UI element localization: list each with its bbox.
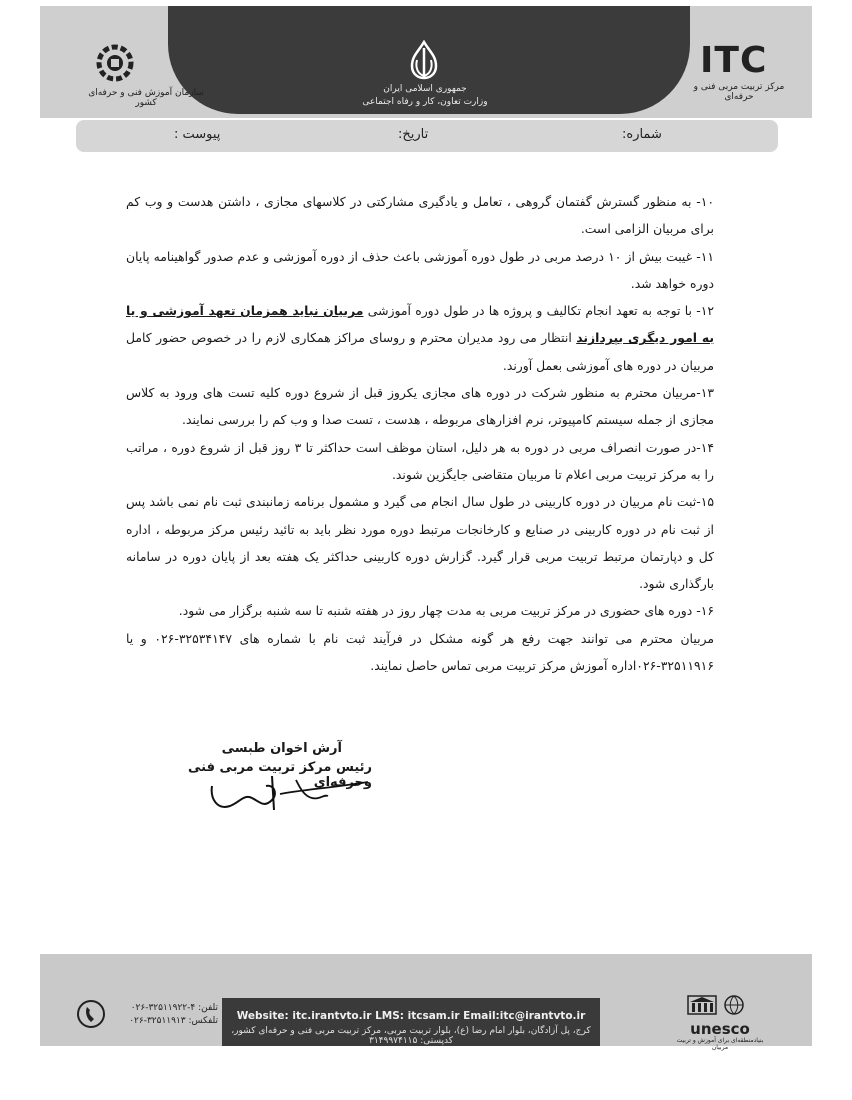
clause-11: ۱۱- غیبت بیش از ۱۰ درصد مربی در طول دوره آموزشی باعث حذف از دوره آموزشی و عدم صدور گواهینامه پایان دوره خواهد شد. xyxy=(126,248,715,291)
clause-12-emphasis: مربیان نباید همزمان تعهد آموزشی و یا به امور دیگری بپردازند xyxy=(126,303,714,346)
closing-paragraph: مربیان محترم می توانند جهت رفع هر گونه مشکل در فرآیند ثبت نام با شماره های ۳۲۵۳۴۱۴۷-۰۲۶ و یا ۳۲۵۱۱۹۱۶-۰۲۶اداره آموزش مرکز تربیت مربی تماس حاصل نمایند. xyxy=(126,630,714,674)
signer-name: آرش اخوان طبسی xyxy=(221,741,342,756)
footer-fax: تلفکس: ۳۲۵۱۱۹۱۳-۰۲۶ xyxy=(129,1016,218,1026)
clause-12-rest: انتظار می رود مدیران محترم و روسای مراکز همکاری لازم را در خصوص حضور کامل مربیان در دوره های آموزشی بعمل آورند. xyxy=(126,330,714,373)
unesco-subtitle: بنیادمنطقه‌ای برای آموزش و تربیت مربیان xyxy=(676,1037,764,1051)
footer-phone: تلفن: ۴-۳۲۵۱۱۹۲۲-۰۲۶ xyxy=(130,1003,218,1013)
unesco-logo-text: unesco xyxy=(690,1020,750,1038)
clause-15: ۱۵-ثبت نام مربیان در دوره کاربینی در طول سال انجام می گیرد و مشمول برنامه زمانبندی ثبت نام نمی باشد پس از ثبت نام در دوره کاربینی در صنایع و کارخانجات مرتبط دوره مورد نظر باید به تائید رئیس مرکز مربوطه ، اداره کل و دپارتمان مرتبط تربیت مربی قرار گیرد. گزارش دوره کاربینی حداکثر یک هفته بعد از پایان دوره در سامانه بارگذاری شود. xyxy=(126,494,714,592)
signer-title: رئیس مرکز تربیت مربی فنی وحرفه‌ای xyxy=(188,760,372,790)
itc-logo: ITC xyxy=(700,40,768,81)
footer-web-links: Website: itc.irantvto.ir LMS: itcsam.ir Email:itc@irantvto.ir xyxy=(236,1010,586,1022)
emblem-line-2: وزارت تعاون، کار و رفاه اجتماعی xyxy=(362,97,488,107)
unesco-emblem-icon xyxy=(684,994,754,1016)
org-name: سازمان آموزش فنی و حرفه‌ای کشور xyxy=(88,88,204,108)
clause-10: ۱۰- به منظور گسترش گفتمان گروهی ، تعامل و یادگیری مشارکتی در کلاسهای مجازی ، داشتن هدست و وب کم برای مربیان الزامی است. xyxy=(126,194,714,237)
attachment-label: پیوست : xyxy=(174,127,221,142)
clause-14: ۱۴-در صورت انصراف مربی در دوره به هر دلیل، استان موظف است حداکثر تا ۳ روز قبل از شروع دوره ، مراتب را به مرکز تربیت مربی اعلام تا مربیان متقاضی جایگزین شوند. xyxy=(126,439,714,482)
phone-icon xyxy=(76,999,106,1029)
clause-12 xyxy=(126,297,714,379)
footer-address: کرج، پل آزادگان، بلوار امام رضا (ع)، بلوار تربیت مربی، مرکز تربیت مربی فنی و حرفه‌ای کشور، کدپستی: ۳۱۴۹۹۷۴۱۱۵ xyxy=(231,1026,591,1046)
tvto-logo-icon xyxy=(96,44,134,82)
number-label: شماره: xyxy=(622,127,662,142)
itc-subtitle: مرکز تربیت مربی فنی و حرفه‌ای xyxy=(693,82,785,102)
emblem-line-1: جمهوری اسلامی ایران xyxy=(383,84,467,94)
clause-13: ۱۳-مربیان محترم به منظور شرکت در دوره های مجازی یکروز قبل از شروع دوره کلیه تست های ورود به کلاس مجازی از جمله سیستم کامپیوتر، نرم افزارهای مربوطه ، هدست ، تست صدا و وب کم را بررسی نمایند. xyxy=(126,385,714,428)
clause-12-intro: ۱۲- با توجه به تعهد انجام تکالیف و پروژه ها در طول دوره آموزشی xyxy=(363,303,714,319)
handwritten-signature xyxy=(200,760,380,820)
iran-emblem-icon xyxy=(404,38,444,82)
date-label: تاریخ: xyxy=(398,127,429,142)
letter-body xyxy=(126,188,714,679)
clause-16: ۱۶- دوره های حضوری در مرکز تربیت مربی به مدت چهار روز در هفته شنبه تا سه شنبه برگزار می شود. xyxy=(178,603,714,619)
